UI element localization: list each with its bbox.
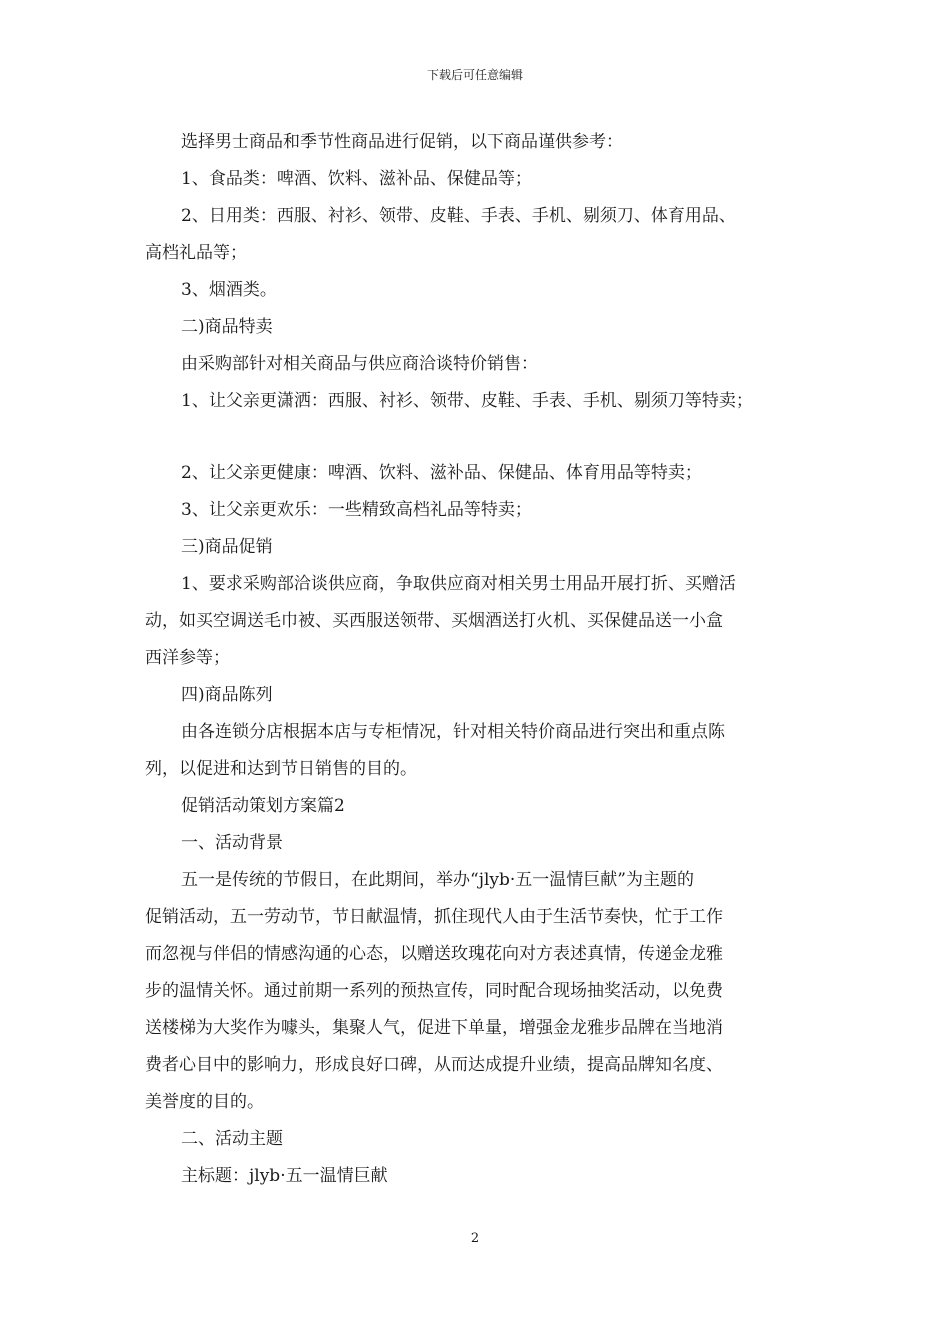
section-heading: 四)商品陈列 xyxy=(181,685,273,705)
document-body xyxy=(145,124,813,1195)
text-line: 促销活动，五一劳动节，节日献温情，抓住现代人由于生活节奏快，忙于工作 xyxy=(145,907,723,927)
section-heading: 一、活动背景 xyxy=(181,833,283,853)
section-heading: 二)商品特卖 xyxy=(181,317,273,337)
text-line: 3、让父亲更欢乐：一些精致高档礼品等特卖； xyxy=(181,500,532,520)
text-line: 西洋参等； xyxy=(145,648,230,668)
text-line: 2、让父亲更健康：啤酒、饮料、滋补品、保健品、体育用品等特卖； xyxy=(181,463,702,483)
page-header: 下载后可任意编辑 xyxy=(426,68,523,82)
text-line: 由采购部针对相关商品与供应商洽谈特价销售： xyxy=(181,354,538,374)
text-line: 3、烟酒类。 xyxy=(181,280,277,300)
blank-line xyxy=(145,420,813,455)
text-line: 2、日用类：西服、衬衫、领带、皮鞋、手表、手机、剔须刀、体育用品、 xyxy=(181,206,736,226)
text-line: 步的温情关怀。通过前期一系列的预热宣传，同时配合现场抽奖活动，以免费 xyxy=(145,981,723,1001)
text-line: 由各连锁分店根据本店与专柜情况，针对相关特价商品进行突出和重点陈 xyxy=(181,722,725,742)
text-line: 1、要求采购部洽谈供应商，争取供应商对相关男士用品开展打折、买赠活 xyxy=(181,574,736,594)
text-line: 美誉度的目的。 xyxy=(145,1092,264,1112)
text-line: 选择男士商品和季节性商品进行促销，以下商品谨供参考： xyxy=(181,132,623,152)
text-line: 五一是传统的节假日，在此期间，举办“jlyb·五一温情巨献”为主题的 xyxy=(181,870,694,890)
section-heading: 二、活动主题 xyxy=(181,1129,283,1149)
article-title: 促销活动策划方案篇2 xyxy=(181,796,345,816)
text-line: 列，以促进和达到节日销售的目的。 xyxy=(145,759,417,779)
section-heading: 三)商品促销 xyxy=(181,537,273,557)
text-line: 1、让父亲更潇洒：西服、衬衫、领带、皮鞋、手表、手机、剔须刀等特卖； xyxy=(181,391,753,411)
text-line: 高档礼品等； xyxy=(145,243,247,263)
text-line: 1、食品类：啤酒、饮料、滋补品、保健品等； xyxy=(181,169,532,189)
text-line: 而忽视与伴侣的情感沟通的心态，以赠送玫瑰花向对方表述真情，传递金龙雅 xyxy=(145,944,723,964)
text-line: 主标题：jlyb·五一温情巨献 xyxy=(181,1166,388,1186)
page-number: 2 xyxy=(470,1231,480,1246)
text-line: 动，如买空调送毛巾被、买西服送领带、买烟酒送打火机、买保健品送一小盒 xyxy=(145,611,723,631)
text-line: 费者心目中的影响力，形成良好口碑，从而达成提升业绩，提高品牌知名度、 xyxy=(145,1055,723,1075)
text-line: 送楼梯为大奖作为噱头，集聚人气，促进下单量，增强金龙雅步品牌在当地消 xyxy=(145,1018,723,1038)
